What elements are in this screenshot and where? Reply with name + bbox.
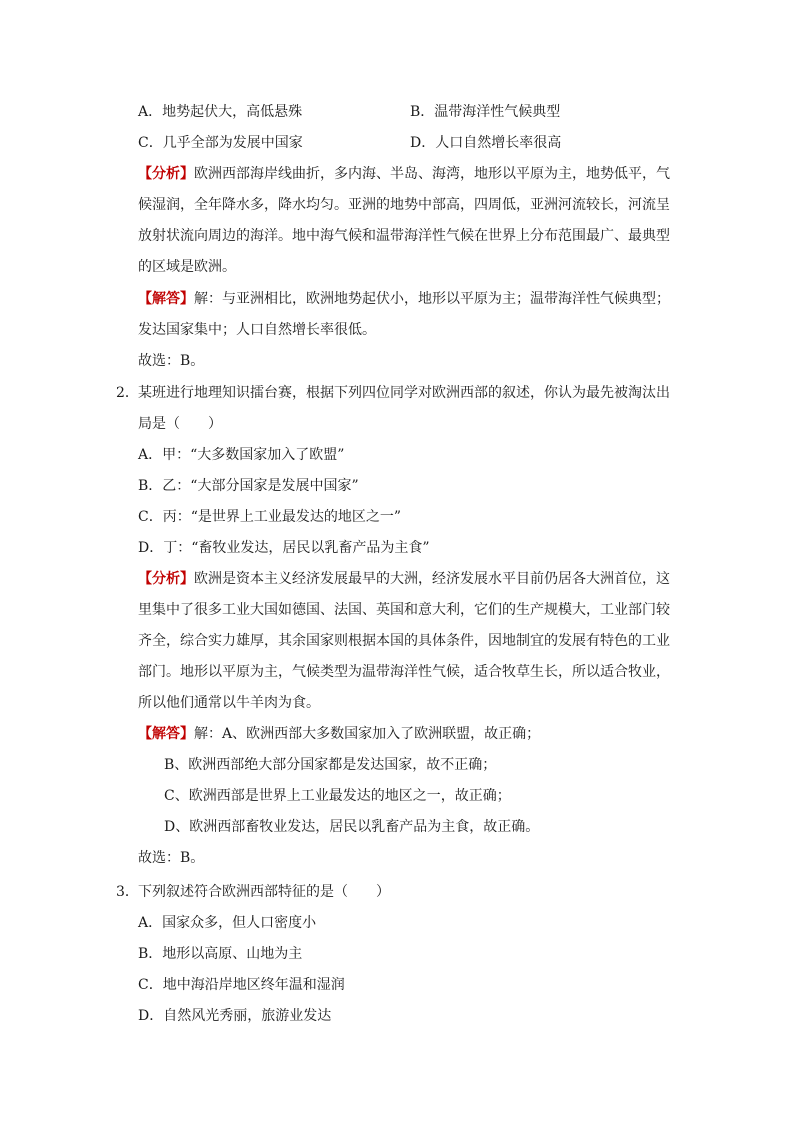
q2-analysis-line-4: 部门。地形以平原为主，气候类型为温带海洋性气候，适合牧草生长，所以适合牧业， — [138, 664, 670, 680]
q1-options-row-1 — [138, 97, 678, 128]
q1-choice: 故选：B。 — [138, 353, 205, 369]
q2-option-a: A．甲：“大多数国家加入了欧盟” — [138, 447, 345, 463]
q2-option-c: C．丙：“是世界上工业最发达的地区之一” — [138, 509, 402, 525]
analysis-tag: 【分析】 — [138, 166, 194, 182]
q2-number: 2． — [116, 385, 139, 401]
answer-tag: 【解答】 — [138, 726, 194, 742]
q2-stem-line-2: 局是（ ） — [138, 416, 222, 432]
q1-option-c: C．几乎全部为发展中国家 — [138, 135, 303, 151]
q2-analysis-line-3: 齐全，综合实力雄厚，其余国家则根据本国的具体条件，因地制宜的发展有特色的工业 — [138, 633, 670, 649]
q2-stem-line-1: 某班进行地理知识擂台赛，根据下列四位同学对欧洲西部的叙述，你认为最先被淘汰出 — [138, 385, 670, 401]
q1-analysis-line-4: 的区域是欧洲。 — [138, 259, 236, 275]
q3-stem: 下列叙述符合欧洲西部特征的是（ ） — [138, 884, 390, 900]
q3-number: 3． — [116, 884, 139, 900]
q2-option-d: D．丁：“畜牧业发达，居民以乳畜产品为主食” — [138, 540, 430, 556]
q1-analysis-line-3: 放射状流向周边的海洋。地中海气候和温带海洋性气候在世界上分布范围最广、最典型 — [138, 228, 670, 244]
question-2 — [116, 378, 678, 866]
q1-answer — [138, 284, 678, 377]
q1-answer-line-1: 解：与亚洲相比，欧洲地势起伏小，地形以平原为主；温带海洋性气候典型； — [194, 291, 670, 307]
q1-option-a: A．地势起伏大，高低悬殊 — [138, 104, 303, 120]
q2-analysis-line-1: 欧洲是资本主义经济发展最早的大洲，经济发展水平目前仍居各大洲首位，这 — [194, 571, 670, 587]
q1-answer-line-2: 发达国家集中；人口自然增长率很低。 — [138, 322, 376, 338]
q2-answer-line-1: 解：A、欧洲西部大多数国家加入了欧洲联盟，故正确； — [194, 726, 541, 742]
q2-answer-line-4: D、欧洲西部畜牧业发达，居民以乳畜产品为主食，故正确。 — [164, 819, 540, 835]
q3-option-d: D．自然风光秀丽，旅游业发达 — [138, 1008, 332, 1024]
q3-option-a: A．国家众多，但人口密度小 — [138, 915, 317, 931]
analysis-tag: 【分析】 — [138, 571, 194, 587]
q1-options-row-2 — [138, 128, 678, 159]
q1-analysis-line-1: 欧洲西部海岸线曲折，多内海、半岛、海湾，地形以平原为主，地势低平，气 — [194, 166, 670, 182]
q1-option-d: D．人口自然增长率很高 — [410, 135, 562, 151]
question-3 — [116, 877, 678, 1024]
q2-answer-line-2: B、欧洲西部绝大部分国家都是发达国家，故不正确； — [164, 757, 497, 773]
q2-answer-line-3: C、欧洲西部是世界上工业最发达的地区之一，故正确； — [164, 788, 511, 804]
answer-tag: 【解答】 — [138, 291, 194, 307]
q1-analysis-line-2: 候湿润，全年降水多，降水均匀。亚洲的地势中部高，四周低，亚洲河流较长，河流呈 — [138, 197, 670, 213]
q2-option-b: B．乙：“大部分国家是发展中国家” — [138, 478, 359, 494]
q2-choice: 故选：B。 — [138, 850, 205, 866]
q3-option-c: C．地中海沿岸地区终年温和湿润 — [138, 977, 345, 993]
q3-option-b: B．地形以高原、山地为主 — [138, 946, 303, 962]
q2-analysis-line-5: 所以他们通常以牛羊肉为食。 — [138, 695, 320, 711]
q1-analysis — [138, 159, 678, 283]
q1-option-b: B．温带海洋性气候典型 — [410, 104, 561, 120]
q2-analysis-line-2: 里集中了很多工业大国如德国、法国、英国和意大利，它们的生产规模大，工业部门较 — [138, 602, 670, 618]
